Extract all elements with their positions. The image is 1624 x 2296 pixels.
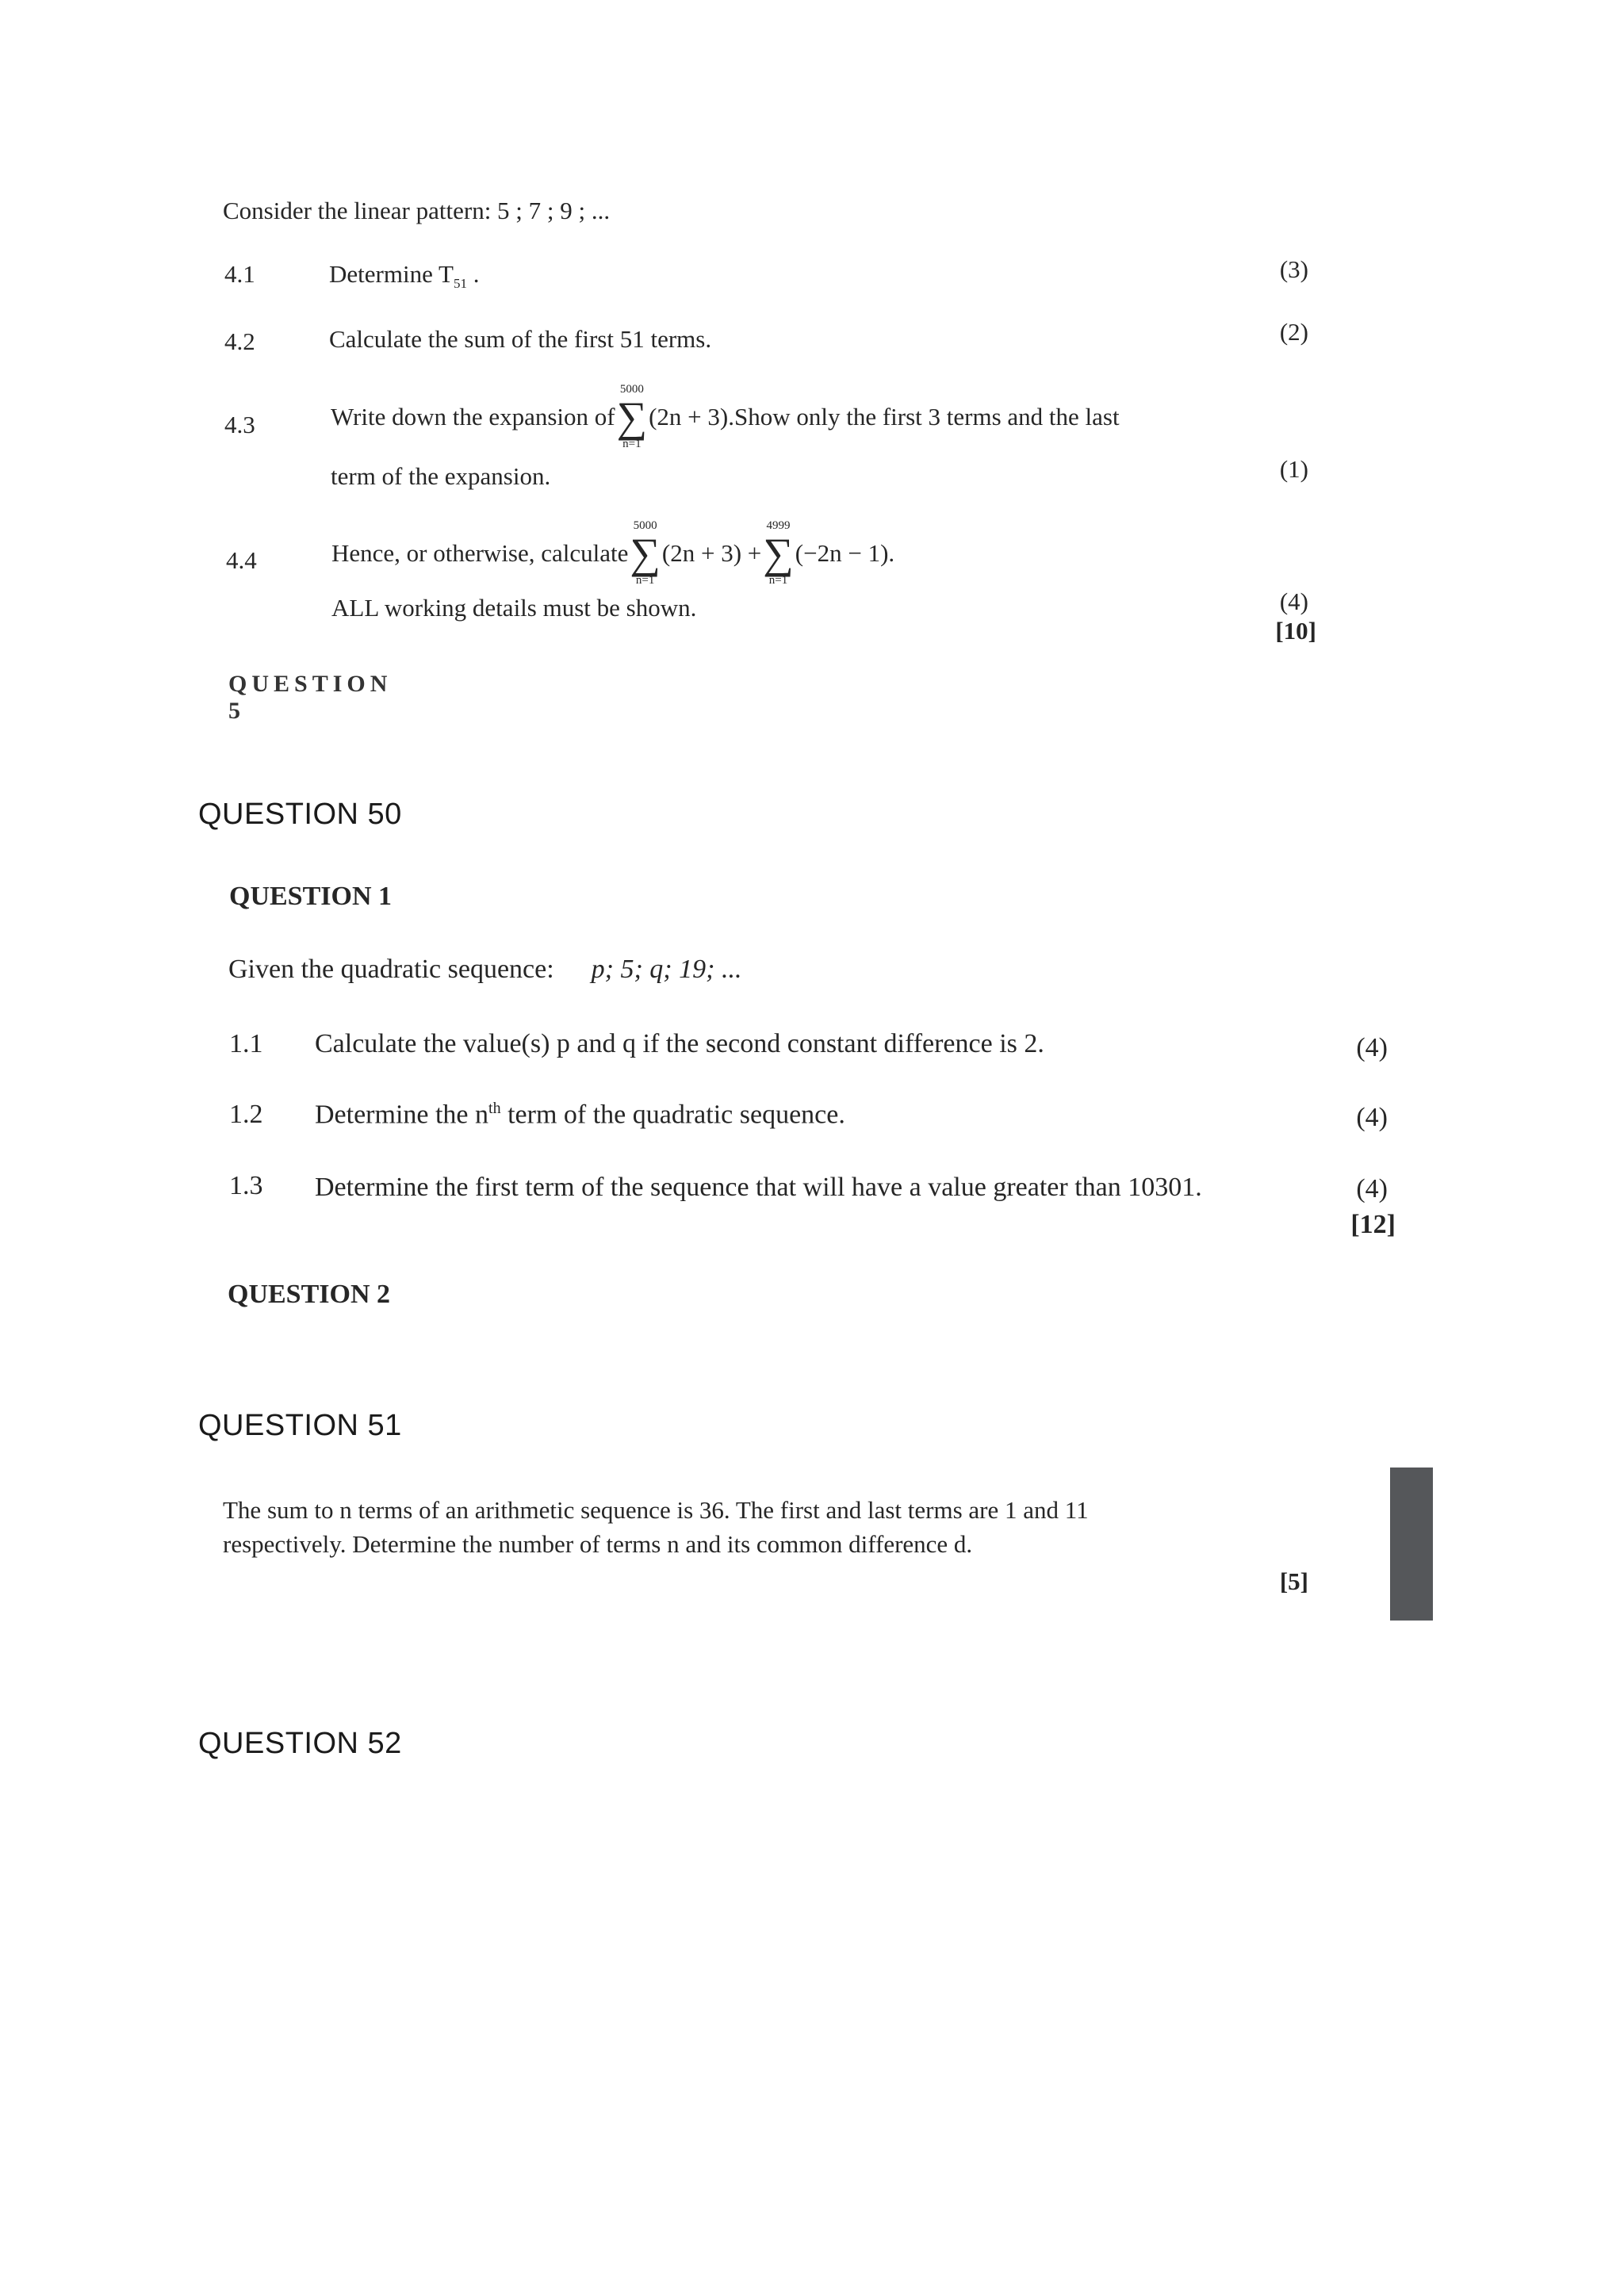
question-heading: QUESTION 52 — [198, 1727, 402, 1760]
item-marks: (3) — [1279, 255, 1308, 283]
sub-heading: QUESTION 1 — [229, 882, 392, 911]
item-number: 4.1 — [224, 260, 255, 288]
item-text-pre: Hence, or otherwise, calculate — [331, 539, 629, 567]
section-total: [12] — [1350, 1210, 1396, 1239]
item-marks: (4) — [1356, 1033, 1388, 1062]
summation-symbol — [630, 520, 661, 587]
cut-off-heading — [228, 671, 393, 724]
question-heading: QUESTION 51 — [198, 1409, 402, 1442]
sequence-intro — [228, 955, 741, 985]
item-text — [315, 1100, 845, 1130]
sigma-lower-limit: n=1 — [622, 438, 642, 450]
item-number: 1.2 — [229, 1100, 263, 1129]
expression: (2n + 3) + — [661, 539, 762, 567]
item-marks: (2) — [1279, 318, 1308, 346]
problem-line-2: respectively. Determine the number of terms n and its common difference d. — [223, 1530, 973, 1558]
expression: (−2n − 1). — [795, 539, 895, 567]
item-text-post: . — [466, 260, 480, 288]
superscript: th — [488, 1100, 501, 1117]
item-text: Calculate the value(s) p and q if the second constant difference is 2. — [315, 1029, 1044, 1058]
question-heading: QUESTION 50 — [198, 798, 402, 831]
sigma-icon: ∑ — [763, 530, 794, 577]
item-number: 1.1 — [229, 1029, 263, 1058]
sigma-lower-limit: n=1 — [635, 574, 655, 587]
item-text: Calculate the sum of the first 51 terms. — [329, 325, 712, 353]
expression: (2n + 3). — [649, 403, 734, 430]
item-text-post: term of the quadratic sequence. — [500, 1100, 845, 1130]
item-text — [329, 260, 479, 292]
item-text-line2: ALL working details must be shown. — [331, 594, 697, 622]
item-number: 4.2 — [224, 327, 255, 355]
item-text-pre: Write down the expansion of — [331, 403, 615, 430]
item-marks: (4) — [1356, 1103, 1388, 1132]
item-text: Determine the first term of the sequence that will have a value greater than 10301. — [315, 1173, 1202, 1202]
scrollbar-thumb[interactable] — [1390, 1468, 1433, 1621]
problem-line-1: The sum to n terms of an arithmetic sequence is 36. The first and last terms are 1 and 11 — [223, 1496, 1089, 1524]
item-marks: (1) — [1279, 455, 1308, 483]
item-text-line2: term of the expansion. — [331, 462, 551, 490]
summation-symbol — [763, 520, 794, 587]
item-text — [331, 384, 1120, 450]
sigma-upper-limit: 5000 — [633, 519, 657, 532]
sequence-terms: p; 5; q; 19; ... — [591, 955, 742, 984]
subscript: 51 — [453, 276, 467, 292]
section-total: [5] — [1279, 1567, 1308, 1595]
item-text-post: Show only the first 3 terms and the last — [734, 403, 1120, 430]
sigma-lower-limit: n=1 — [768, 574, 788, 587]
item-marks: (4) — [1279, 587, 1308, 615]
pattern-intro: Consider the linear pattern: 5 ; 7 ; 9 ; ... — [223, 197, 611, 224]
summation-symbol — [617, 384, 648, 450]
item-number: 1.3 — [229, 1171, 263, 1200]
sigma-upper-limit: 4999 — [766, 519, 791, 532]
item-marks: (4) — [1356, 1174, 1388, 1203]
section-total: [10] — [1275, 617, 1316, 645]
next-heading: QUESTION 2 — [228, 1280, 390, 1309]
item-number: 4.4 — [226, 546, 257, 574]
sequence-intro-text: Given the quadratic sequence: — [228, 955, 554, 984]
sigma-icon: ∑ — [630, 530, 661, 577]
item-text-pre: Determine T — [329, 260, 454, 288]
item-text-pre: Determine the n — [315, 1100, 489, 1130]
sigma-icon: ∑ — [616, 393, 648, 441]
item-text — [331, 520, 894, 587]
cut-off-heading-text: QUESTION 5 — [228, 671, 393, 724]
sigma-upper-limit: 5000 — [619, 383, 644, 396]
item-number: 4.3 — [224, 411, 255, 438]
